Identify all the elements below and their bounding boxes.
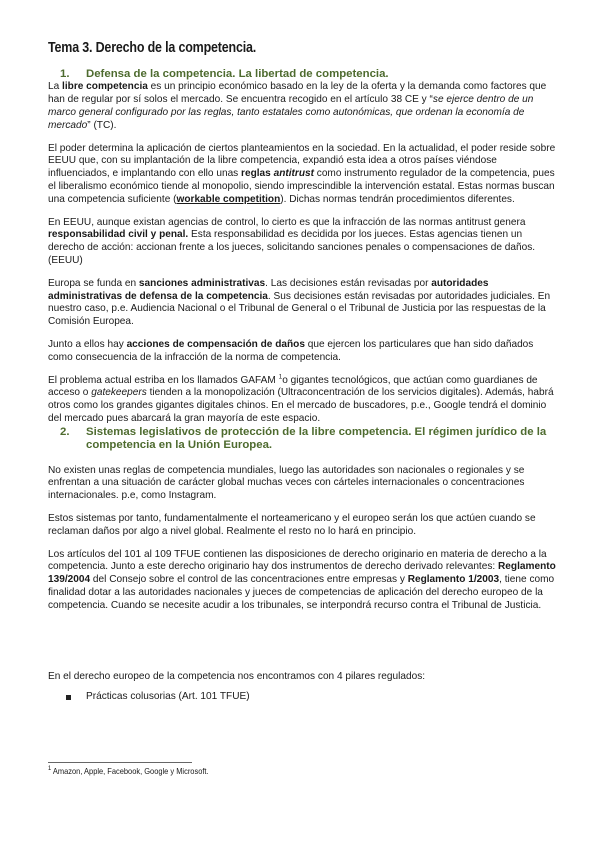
section-2-title: Sistemas legislativos de protección de la libre competencia. El régimen jurídico de la competencia en la Unión Europea. — [86, 425, 547, 452]
document-page — [48, 40, 558, 704]
paragraph-pilares: En el derecho europeo de la competencia nos encontramos con 4 pilares regulados: — [48, 670, 426, 682]
text: . Las decisiones están revisadas por — [265, 277, 432, 289]
paragraph-sistemas: Estos sistemas por tanto, fundamentalmente el norteamericano y el europeo serán los que actúen cuando se reclaman daños por algo a nivel global. Realmente el resto no lo hará en principio. — [48, 512, 536, 537]
text: tienden a la monopolización (Ultraconcentración de los servicios digitales). Además, habrá otros como los grandes gigantes digitales chinos. En el mercado de buscadores, p.e., Google tendrá el dominio del mercado pues abarcará la gran mayoría de este espacio. — [48, 387, 554, 424]
text: . Sus decisiones están revisadas por autoridades judiciales. En nuestro caso, p.e. Audiencia Nacional o el Tribunal de General o el Tribunal de Justicia por las respuestas de la Comisión Europea. — [48, 290, 551, 328]
bold-term: acciones de compensación de daños — [126, 338, 305, 350]
text: del Consejo sobre el control de las concentraciones entre empresas y — [90, 574, 408, 586]
text: Europa se funda en — [48, 277, 139, 289]
bold-term: responsabilidad civil y penal. — [48, 229, 189, 241]
text: El problema actual estriba en los llamados GAFAM — [48, 374, 279, 386]
text: Los artículos del 101 al 109 TFUE contienen las disposiciones de derecho originario en materia de derecho a la competencia. Junto a este derecho originario hay dos instrumentos de derecho derivado relevantes: — [48, 548, 547, 573]
text: es un principio económico basado en la ley de la oferta y la demanda como factores que han de regular por sí solos el mercado. Se encuentra recogido en el artículo 38 CE y “ — [48, 81, 547, 106]
text: , tiene como finalidad dotar a las autoridades nacionales y jueces de competencias de aplicación del derecho europeo de la competencia. Cuando se necesite acudir a los tribunales, se interpondrá recurso contra el Tribunal de Justicia. — [48, 574, 555, 611]
square-bullet-icon — [66, 695, 71, 700]
paragraph-poder-eeuu — [48, 143, 558, 207]
italic-term: gatekeepers — [91, 387, 147, 399]
paragraph-gafam — [48, 375, 558, 426]
text: que ejercen los particulares que han sido dañados como consecuencia de la infracción de la norma de competencia. — [48, 338, 534, 363]
footnote — [48, 766, 209, 776]
footnote-mark: 1 — [48, 765, 52, 773]
section-1-heading — [48, 68, 558, 81]
text: El poder determina la aplicación de ciertos planteamientos en la sociedad. En la actualidad, el poder reside sobre EEUU que, con su implantación de la libre competencia, expandió esta idea a otros países viéndose influenciados, e implantando con ello unas — [48, 142, 556, 180]
list-item-text: Prácticas colusorias (Art. 101 TFUE) — [86, 691, 250, 703]
bold-term: Reglamento 1/2003 — [407, 574, 500, 586]
paragraph-eeuu-responsabilidad — [48, 217, 558, 268]
document-title: Tema 3. Derecho de la competencia. — [48, 40, 257, 56]
paragraph-europa-sanciones — [48, 278, 558, 329]
text: En EEUU, aunque existan agencias de control, lo cierto es que la infracción de las normas antitrust genera — [48, 216, 526, 228]
section-1-number: 1. — [60, 68, 70, 80]
paragraph-compensacion-danos — [48, 339, 558, 365]
underlined-term: workable competition — [176, 193, 281, 205]
bold-term: libre competencia — [62, 81, 148, 93]
paragraph-reglas-mundiales: No existen unas reglas de competencia mundiales, luego las autoridades son nacionales o regionales y se enfrentan a una situación de carácter global muchas veces con cárteles internacionales o concentraciones internacionales. p.e, como Instagram. — [48, 464, 525, 502]
italic-quote: se ejerce dentro de un marco general configurado por las reglas, tanto estatales como autonómicas, que ordenan la economía de mercado — [48, 94, 534, 131]
blank-space — [48, 623, 558, 671]
footnote-reference[interactable]: 1 — [278, 373, 283, 381]
bold-italic-term: antitrust — [273, 168, 314, 180]
section-1-title: Defensa de la competencia. La libertad de competencia. — [86, 68, 389, 80]
text: Junto a ellos hay — [48, 338, 127, 350]
text: como instrumento regulador de la competencia, pues el liberalismo económico tiende al monopolio, siendo imprescindible la intervención estatal. Estas normas buscan una competencia suficiente ( — [48, 168, 555, 205]
section-2-heading — [48, 426, 558, 453]
paragraph-articulos-tfue — [48, 549, 558, 613]
footnote-text: Amazon, Apple, Facebook, Google y Microsoft. — [51, 766, 209, 776]
footnote-divider — [48, 762, 192, 763]
paragraph-libre-competencia — [48, 81, 558, 132]
text: o gigantes tecnológicos, que actúan como guardianes de acceso o — [48, 374, 538, 399]
bold-term: reglas — [241, 168, 274, 180]
text: Esta responsabilidad es decidida por los jueces. Estas agencias tienen un derecho de acción: accionan frente a los jueces, solicitando sanciones penales o compensaciones de daños. (EEUU) — [48, 229, 536, 266]
bold-term: autoridades administrativas de defensa de la competencia — [48, 277, 489, 302]
bold-term: Reglamento 139/2004 — [48, 561, 556, 586]
list-item — [66, 691, 558, 704]
bold-term: sanciones administrativas — [138, 277, 266, 289]
text: La — [48, 81, 63, 93]
text: ). Dichas normas tendrán procedimientos diferentes. — [280, 193, 515, 205]
section-2-number: 2. — [60, 425, 70, 438]
text: ” (TC). — [87, 119, 117, 131]
